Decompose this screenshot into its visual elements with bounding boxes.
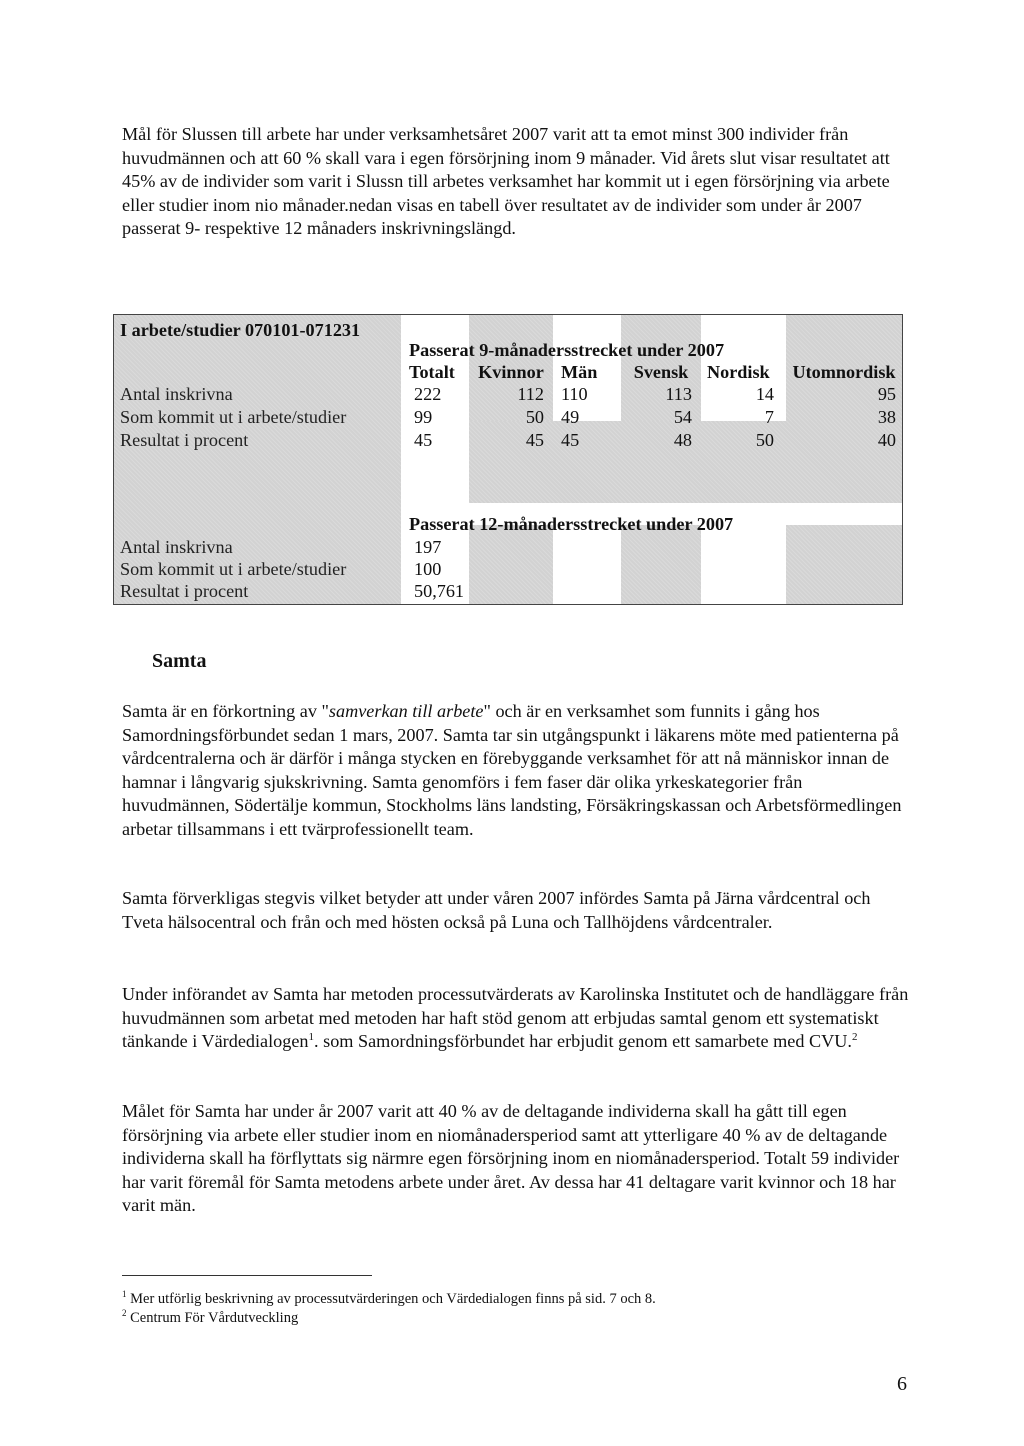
cell-nordisk: 50 (755, 430, 774, 450)
footnote-ref-1: 1 (308, 1030, 315, 1043)
cell-svensk: 48 (673, 430, 692, 450)
cell-totalt-12: 197 (414, 537, 442, 557)
footnote-mark: 2 (122, 1308, 127, 1319)
samta-p3-part2: . som Samordningsförbundet har erbjudit genom ett samarbete med CVU. (314, 1031, 852, 1051)
cell-totalt-12: 50,761 (414, 581, 465, 601)
cell-utomnordisk: 95 (877, 384, 896, 404)
column-header-totalt: Totalt (409, 362, 455, 382)
section-heading-samta: Samta (152, 650, 207, 672)
results-table (113, 314, 903, 605)
cell-totalt: 45 (414, 430, 433, 450)
cell-nordisk: 7 (764, 407, 774, 427)
samta-paragraph-2: Samta förverkligas stegvis vilket betyder att under våren 2007 infördes Samta på Järna vårdcentral och Tveta hälsocentral och från och med hösten också på Luna och Tallhöjdens vårdcentraler. (122, 888, 871, 932)
row-label-som-kommit-ut: Som kommit ut i arbete/studier (120, 407, 347, 427)
column-header-svensk: Svensk (633, 362, 689, 382)
cell-nordisk: 14 (755, 384, 774, 404)
samta-p1-after: " och är en verksamhet som funnits i gång hos Samordningsförbundet sedan 1 mars, 2007. Samta tar sin utgångspunkt i läkarens möte med patienterna på vårdcentralerna och är därför i många stycken en förebyggande verksamhet för att nå människor innan de hamnar i långvarig sjukskrivning. Samta genomförs i fem faser där olika yrkeskategorier från huvudmännen, Södertälje kommun, Stockholms läns landsting, Försäkringskassan och Arbetsförmedlingen arbetar tillsammans i ett tvärprofessionellt team. (122, 701, 902, 839)
footnote-ref-2: 2 (851, 1030, 858, 1043)
table-shading-kvinnor-12 (469, 525, 553, 604)
samta-paragraph-4: Målet för Samta har under år 2007 varit att 40 % av de deltagande individerna skall ha gått till egen försörjning via arbete eller studier inom en niomånadersperiod samt att ytterligare 40 % av de deltagande individerna skall ha förflyttats sig närmre egen försörjning inom en niomånadersperiod. Totalt 59 individer har varit föremål för Samta metodens arbete under året. Av dessa har 41 deltagare varit kvinnor och 18 har varit män. (122, 1101, 900, 1215)
row-label-resultat-procent: Resultat i procent (120, 581, 249, 601)
column-header-utomnordisk: Utomnordisk (792, 362, 896, 382)
intro-paragraph: Mål för Slussen till arbete har under verksamhetsåret 2007 varit att ta emot minst 300 individer från huvudmännen och att 60 % skall vara i egen försörjning inom 9 månader. Vid årets slut visar resultatet att 45% av de individer som varit i Slussn till arbetes verksamhet har kommit ut i egen försörjning via arbete eller studier inom nio månader.nedan visas en tabell över resultatet av de individer som under år 2007 passerat 9- respektive 12 månaders inskrivningslängd. (122, 124, 890, 238)
cell-kvinnor: 45 (525, 430, 544, 450)
column-header-nordisk: Nordisk (707, 362, 770, 382)
footnote-mark: 1 (122, 1289, 127, 1300)
cell-utomnordisk: 40 (877, 430, 896, 450)
footnote-text: Centrum För Vårdutveckling (130, 1310, 299, 1326)
footnote-divider (122, 1275, 372, 1276)
cell-svensk: 113 (665, 384, 692, 404)
cell-kvinnor: 50 (525, 407, 544, 427)
cell-svensk: 54 (673, 407, 692, 427)
cell-man: 45 (561, 430, 580, 450)
column-header-kvinnor: Kvinnor (478, 362, 544, 382)
table-shading-svensk-12 (621, 525, 701, 604)
cell-utomnordisk: 38 (877, 407, 896, 427)
footnote-2 (122, 1309, 298, 1327)
cell-totalt: 99 (414, 407, 433, 427)
table-shading-utomnordisk-12 (786, 525, 902, 604)
cell-man: 110 (561, 384, 588, 404)
cell-totalt: 222 (414, 384, 442, 404)
footnote-1 (122, 1290, 656, 1308)
samta-paragraph-1 (122, 700, 912, 841)
nine-month-heading: Passerat 9-månadersstrecket under 2007 (409, 340, 725, 360)
row-label-som-kommit-ut: Som kommit ut i arbete/studier (120, 559, 347, 579)
row-label-antal-inskrivna: Antal inskrivna (120, 384, 233, 404)
cell-totalt-12: 100 (414, 559, 442, 579)
samta-paragraph-3 (122, 983, 912, 1054)
footnote-text: Mer utförlig beskrivning av processutvärderingen och Värdedialogen finns på sid. 7 och 8. (130, 1291, 656, 1307)
page-number: 6 (897, 1373, 907, 1395)
samta-p1-italic: samverkan till arbete (328, 701, 484, 721)
cell-man: 49 (561, 407, 580, 427)
table-title: I arbete/studier 070101-071231 (120, 320, 361, 340)
row-label-resultat-procent: Resultat i procent (120, 430, 249, 450)
samta-p3-part1: Under införandet av Samta har metoden processutvärderats av Karolinska Institutet och de handläggare från huvudmännen som arbetat med metoden har haft stöd genom att erbjudas samtal genom ett systematiskt tänkande i Värdedialogen (122, 984, 909, 1051)
row-label-antal-inskrivna: Antal inskrivna (120, 537, 233, 557)
twelve-month-heading: Passerat 12-månadersstrecket under 2007 (409, 514, 734, 534)
samta-p1-before: Samta är en förkortning av " (122, 701, 329, 721)
column-header-man: Män (561, 362, 598, 382)
cell-kvinnor: 112 (517, 384, 544, 404)
